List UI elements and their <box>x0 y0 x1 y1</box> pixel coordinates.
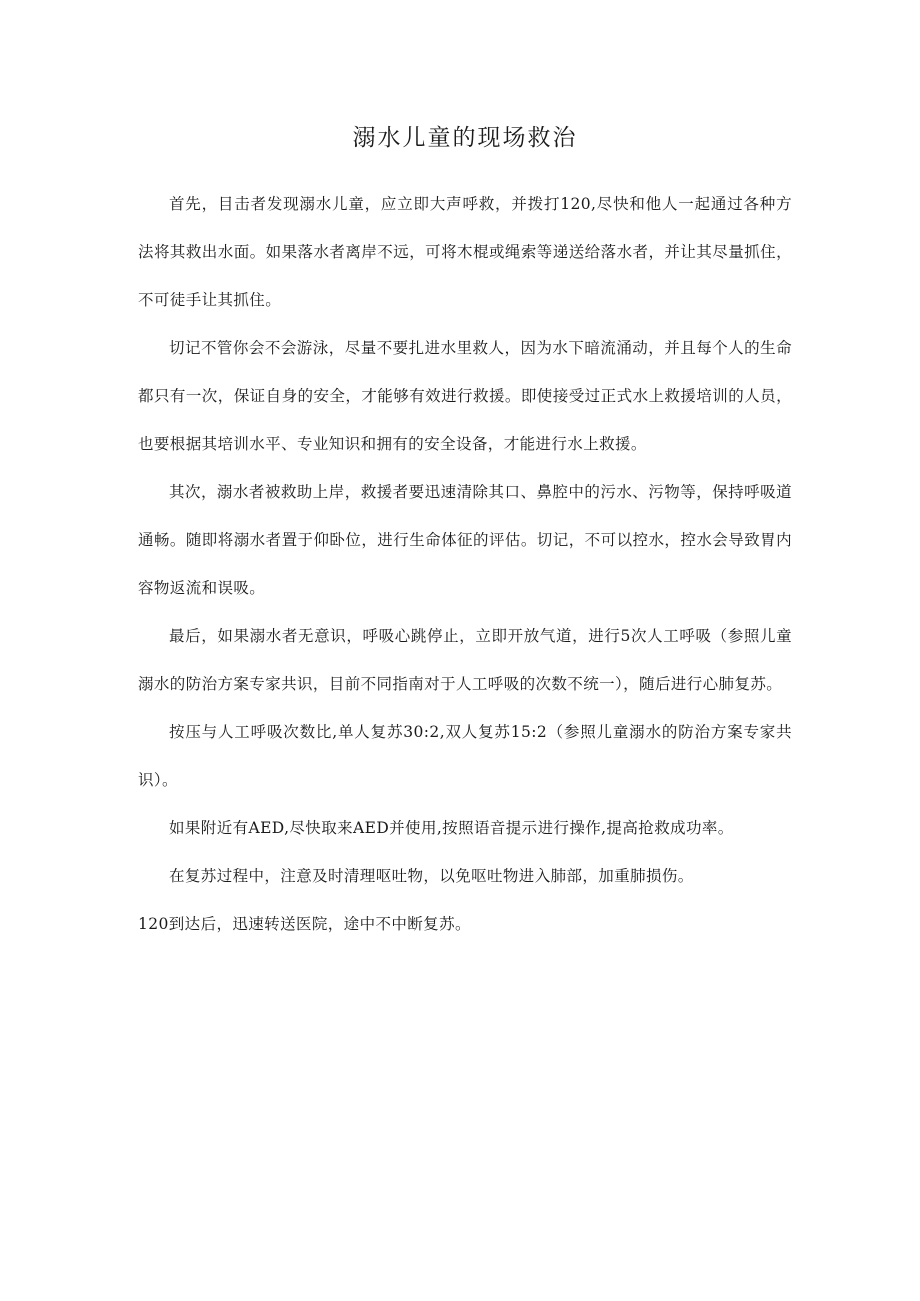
paragraph-vomit-clearing: 在复苏过程中，注意及时清理呕吐物，以免呕吐物进入肺部，加重肺损伤。 <box>169 867 694 885</box>
paragraph-rescue-breathing: 最后，如果溺水者无意识，呼吸心跳停止，立即开放气道，进行5次人工呼吸（参照儿童溺水的防治方案专家共识，目前不同指南对于人工呼吸的次数不统一），随后进行心肺复苏。 <box>138 627 792 693</box>
paragraph-rescue-from-water: 首先，目击者发现溺水儿童，应立即大声呼救，并拨打120,尽快和他人一起通过各种方法将其救出水面。如果落水者离岸不远，可将木棍或绳索等递送给落水者，并让其尽量抓住，不可徒手让其抓住。 <box>138 195 792 309</box>
paragraph-compression-ratio: 按压与人工呼吸次数比,单人复苏30:2,双人复苏15:2（参照儿童溺水的防治方案专家共识）。 <box>138 723 792 789</box>
paragraph-hospital-transfer: 120到达后，迅速转送医院，途中不中断复苏。 <box>138 915 471 933</box>
paragraph-safety-warning: 切记不管你会不会游泳，尽量不要扎进水里救人，因为水下暗流涌动，并且每个人的生命都只有一次，保证自身的安全，才能够有效进行救援。即使接受过正式水上救援培训的人员，也要根据其培训水平、专业知识和拥有的安全设备，才能进行水上救援。 <box>138 339 792 453</box>
paragraph-aed-usage: 如果附近有AED,尽快取来AED并使用,按照语音提示进行操作,提高抢救成功率。 <box>169 819 734 837</box>
paragraph-airway-clearing: 其次，溺水者被救助上岸，救援者要迅速清除其口、鼻腔中的污水、污物等，保持呼吸道通畅。随即将溺水者置于仰卧位，进行生命体征的评估。切记，不可以控水，控水会导致胃内容物返流和误吸。 <box>138 483 792 597</box>
document-title: 溺水儿童的现场救治 <box>352 125 578 151</box>
